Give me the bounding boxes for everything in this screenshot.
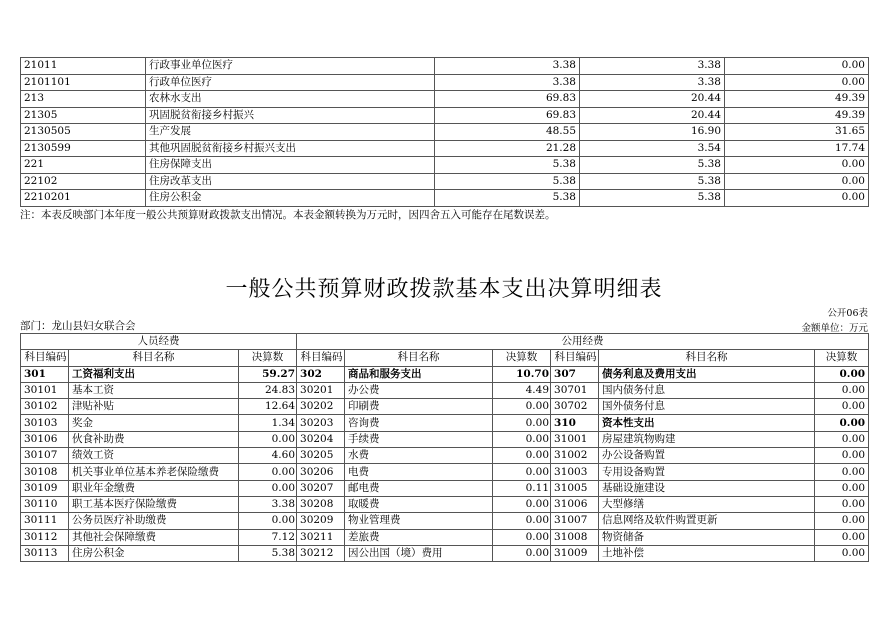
table-row (21, 366, 869, 382)
table-row (21, 480, 869, 496)
public-code: 31008 (551, 529, 599, 545)
public-name: 咨询费 (345, 415, 493, 431)
public-name: 因公出国（境）费用 (345, 545, 493, 561)
table-row (21, 124, 869, 141)
public-amount: 10.70 (493, 366, 551, 382)
subject-code: 213 (21, 91, 146, 108)
subject-name: 农林水支出 (146, 91, 435, 108)
subject-code: 221 (21, 157, 146, 174)
public-code: 30701 (551, 382, 599, 398)
subject-name: 住房公积金 (146, 190, 435, 207)
group-public-header: 公用经费 (297, 334, 869, 350)
public-amount: 0.00 (815, 431, 869, 447)
total-amount: 5.38 (435, 173, 580, 190)
personnel-amount: 0.00 (239, 431, 297, 447)
public-code: 30205 (297, 448, 345, 464)
form-code: 公开06表 (827, 308, 868, 319)
personnel-name: 住房公积金 (69, 545, 239, 561)
public-name: 物资储备 (599, 529, 815, 545)
project-amount: 49.39 (725, 91, 869, 108)
public-code: 30702 (551, 399, 599, 415)
col-name-header: 科目名称 (69, 350, 239, 366)
public-code: 310 (551, 415, 599, 431)
public-amount: 0.00 (815, 415, 869, 431)
col-amount-header: 决算数 (815, 350, 869, 366)
table-row (21, 107, 869, 124)
table-row (21, 399, 869, 415)
basic-amount: 20.44 (580, 107, 725, 124)
table-row (21, 415, 869, 431)
table-row (21, 382, 869, 398)
public-code: 30208 (297, 496, 345, 512)
public-name: 商品和服务支出 (345, 366, 493, 382)
personnel-name: 伙食补助费 (69, 431, 239, 447)
project-amount: 49.39 (725, 107, 869, 124)
public-amount: 0.00 (493, 529, 551, 545)
project-amount: 0.00 (725, 58, 869, 75)
table-row (21, 173, 869, 190)
public-amount: 0.00 (493, 448, 551, 464)
top-expenditure-table (20, 57, 869, 207)
public-name: 办公设备购置 (599, 448, 815, 464)
table-row (21, 157, 869, 174)
table-row (21, 464, 869, 480)
public-amount: 0.00 (493, 464, 551, 480)
table-row (21, 431, 869, 447)
public-name: 电费 (345, 464, 493, 480)
public-name: 资本性支出 (599, 415, 815, 431)
table-row (21, 513, 869, 529)
personnel-name: 奖金 (69, 415, 239, 431)
public-amount: 4.49 (493, 382, 551, 398)
public-name: 国内债务付息 (599, 382, 815, 398)
public-name: 印刷费 (345, 399, 493, 415)
personnel-code: 301 (21, 366, 69, 382)
public-amount: 0.00 (815, 513, 869, 529)
col-code-header: 科目编码 (21, 350, 69, 366)
col-amount-header: 决算数 (493, 350, 551, 366)
project-amount: 0.00 (725, 74, 869, 91)
public-amount: 0.11 (493, 480, 551, 496)
personnel-code: 30101 (21, 382, 69, 398)
col-name-header: 科目名称 (345, 350, 493, 366)
personnel-code: 30106 (21, 431, 69, 447)
subject-name: 行政事业单位医疗 (146, 58, 435, 75)
public-name: 差旅费 (345, 529, 493, 545)
total-amount: 69.83 (435, 91, 580, 108)
table-row (21, 529, 869, 545)
public-amount: 0.00 (493, 545, 551, 561)
table-row (21, 448, 869, 464)
table-row (21, 58, 869, 75)
personnel-code: 30109 (21, 480, 69, 496)
department-label: 部门：龙山县妇女联合会 (20, 320, 136, 332)
public-amount: 0.00 (493, 496, 551, 512)
personnel-name: 机关事业单位基本养老保险缴费 (69, 464, 239, 480)
public-name: 专用设备购置 (599, 464, 815, 480)
personnel-amount: 3.38 (239, 496, 297, 512)
public-code: 31009 (551, 545, 599, 561)
public-amount: 0.00 (493, 399, 551, 415)
personnel-name: 绩效工资 (69, 448, 239, 464)
personnel-code: 30113 (21, 545, 69, 561)
basic-expenditure-detail-table (20, 333, 869, 562)
public-amount: 0.00 (815, 480, 869, 496)
personnel-amount: 12.64 (239, 399, 297, 415)
public-code: 31007 (551, 513, 599, 529)
subject-name: 行政单位医疗 (146, 74, 435, 91)
personnel-name: 基本工资 (69, 382, 239, 398)
public-name: 基础设施建设 (599, 480, 815, 496)
project-amount: 0.00 (725, 173, 869, 190)
public-amount: 0.00 (815, 399, 869, 415)
column-header-row (21, 350, 869, 366)
personnel-code: 30107 (21, 448, 69, 464)
table-row (21, 545, 869, 561)
subject-name: 住房保障支出 (146, 157, 435, 174)
public-amount: 0.00 (815, 382, 869, 398)
public-name: 债务利息及费用支出 (599, 366, 815, 382)
public-code: 30209 (297, 513, 345, 529)
personnel-name: 职工基本医疗保险缴费 (69, 496, 239, 512)
public-name: 物业管理费 (345, 513, 493, 529)
public-code: 30212 (297, 545, 345, 561)
group-personnel-header: 人员经费 (21, 334, 297, 350)
public-code: 30203 (297, 415, 345, 431)
public-code: 31002 (551, 448, 599, 464)
subject-name: 生产发展 (146, 124, 435, 141)
amount-unit-label: 金额单位：万元 (801, 323, 868, 334)
personnel-code: 30112 (21, 529, 69, 545)
project-amount: 17.74 (725, 140, 869, 157)
table-row (21, 496, 869, 512)
subject-code: 22102 (21, 173, 146, 190)
public-code: 307 (551, 366, 599, 382)
personnel-amount: 4.60 (239, 448, 297, 464)
public-name: 大型修缮 (599, 496, 815, 512)
table-row (21, 140, 869, 157)
basic-amount: 5.38 (580, 173, 725, 190)
public-amount: 0.00 (815, 464, 869, 480)
col-code-header: 科目编码 (297, 350, 345, 366)
public-code: 30202 (297, 399, 345, 415)
personnel-amount: 24.83 (239, 382, 297, 398)
public-amount: 0.00 (493, 431, 551, 447)
subject-code: 2130505 (21, 124, 146, 141)
personnel-amount: 0.00 (239, 513, 297, 529)
group-header-row (21, 334, 869, 350)
public-code: 30201 (297, 382, 345, 398)
basic-amount: 16.90 (580, 124, 725, 141)
table-row (21, 74, 869, 91)
personnel-name: 职业年金缴费 (69, 480, 239, 496)
public-name: 房屋建筑物购建 (599, 431, 815, 447)
total-amount: 69.83 (435, 107, 580, 124)
public-code: 31005 (551, 480, 599, 496)
col-name-header: 科目名称 (599, 350, 815, 366)
total-amount: 48.55 (435, 124, 580, 141)
total-amount: 3.38 (435, 74, 580, 91)
col-amount-header: 决算数 (239, 350, 297, 366)
public-name: 土地补偿 (599, 545, 815, 561)
public-code: 30211 (297, 529, 345, 545)
public-code: 31006 (551, 496, 599, 512)
subject-name: 其他巩固脱贫衔接乡村振兴支出 (146, 140, 435, 157)
public-name: 水费 (345, 448, 493, 464)
total-amount: 21.28 (435, 140, 580, 157)
subject-code: 21011 (21, 58, 146, 75)
public-name: 国外债务付息 (599, 399, 815, 415)
personnel-name: 津贴补贴 (69, 399, 239, 415)
total-amount: 5.38 (435, 157, 580, 174)
project-amount: 31.65 (725, 124, 869, 141)
table-note: 注：本表反映部门本年度一般公共预算财政拨款支出情况。本表金额转换为万元时，因四舍五入可能存在尾数误差。 (20, 209, 556, 221)
basic-amount: 5.38 (580, 190, 725, 207)
personnel-code: 30102 (21, 399, 69, 415)
public-code: 30206 (297, 464, 345, 480)
subject-name: 巩固脱贫衔接乡村振兴 (146, 107, 435, 124)
basic-amount: 20.44 (580, 91, 725, 108)
public-name: 邮电费 (345, 480, 493, 496)
personnel-name: 公务员医疗补助缴费 (69, 513, 239, 529)
subject-name: 住房改革支出 (146, 173, 435, 190)
personnel-code: 30103 (21, 415, 69, 431)
public-amount: 0.00 (815, 366, 869, 382)
public-code: 30204 (297, 431, 345, 447)
subject-code: 2130599 (21, 140, 146, 157)
total-amount: 5.38 (435, 190, 580, 207)
personnel-amount: 1.34 (239, 415, 297, 431)
table-row (21, 190, 869, 207)
public-code: 302 (297, 366, 345, 382)
personnel-amount: 0.00 (239, 480, 297, 496)
public-code: 31003 (551, 464, 599, 480)
personnel-amount: 7.12 (239, 529, 297, 545)
public-name: 办公费 (345, 382, 493, 398)
personnel-amount: 5.38 (239, 545, 297, 561)
subject-code: 2210201 (21, 190, 146, 207)
personnel-code: 30110 (21, 496, 69, 512)
public-amount: 0.00 (815, 496, 869, 512)
public-amount: 0.00 (493, 415, 551, 431)
personnel-name: 其他社会保障缴费 (69, 529, 239, 545)
subject-code: 21305 (21, 107, 146, 124)
page-title: 一般公共预算财政拨款基本支出决算明细表 (225, 277, 663, 302)
public-code: 30207 (297, 480, 345, 496)
public-name: 手续费 (345, 431, 493, 447)
public-name: 信息网络及软件购置更新 (599, 513, 815, 529)
table-row (21, 91, 869, 108)
total-amount: 3.38 (435, 58, 580, 75)
basic-amount: 3.38 (580, 58, 725, 75)
basic-amount: 3.54 (580, 140, 725, 157)
public-amount: 0.00 (815, 529, 869, 545)
col-code-header: 科目编码 (551, 350, 599, 366)
personnel-code: 30111 (21, 513, 69, 529)
project-amount: 0.00 (725, 190, 869, 207)
personnel-name: 工资福利支出 (69, 366, 239, 382)
basic-amount: 5.38 (580, 157, 725, 174)
project-amount: 0.00 (725, 157, 869, 174)
public-amount: 0.00 (815, 448, 869, 464)
personnel-amount: 59.27 (239, 366, 297, 382)
personnel-amount: 0.00 (239, 464, 297, 480)
subject-code: 2101101 (21, 74, 146, 91)
public-amount: 0.00 (493, 513, 551, 529)
basic-amount: 3.38 (580, 74, 725, 91)
public-amount: 0.00 (815, 545, 869, 561)
public-code: 31001 (551, 431, 599, 447)
public-name: 取暖费 (345, 496, 493, 512)
personnel-code: 30108 (21, 464, 69, 480)
